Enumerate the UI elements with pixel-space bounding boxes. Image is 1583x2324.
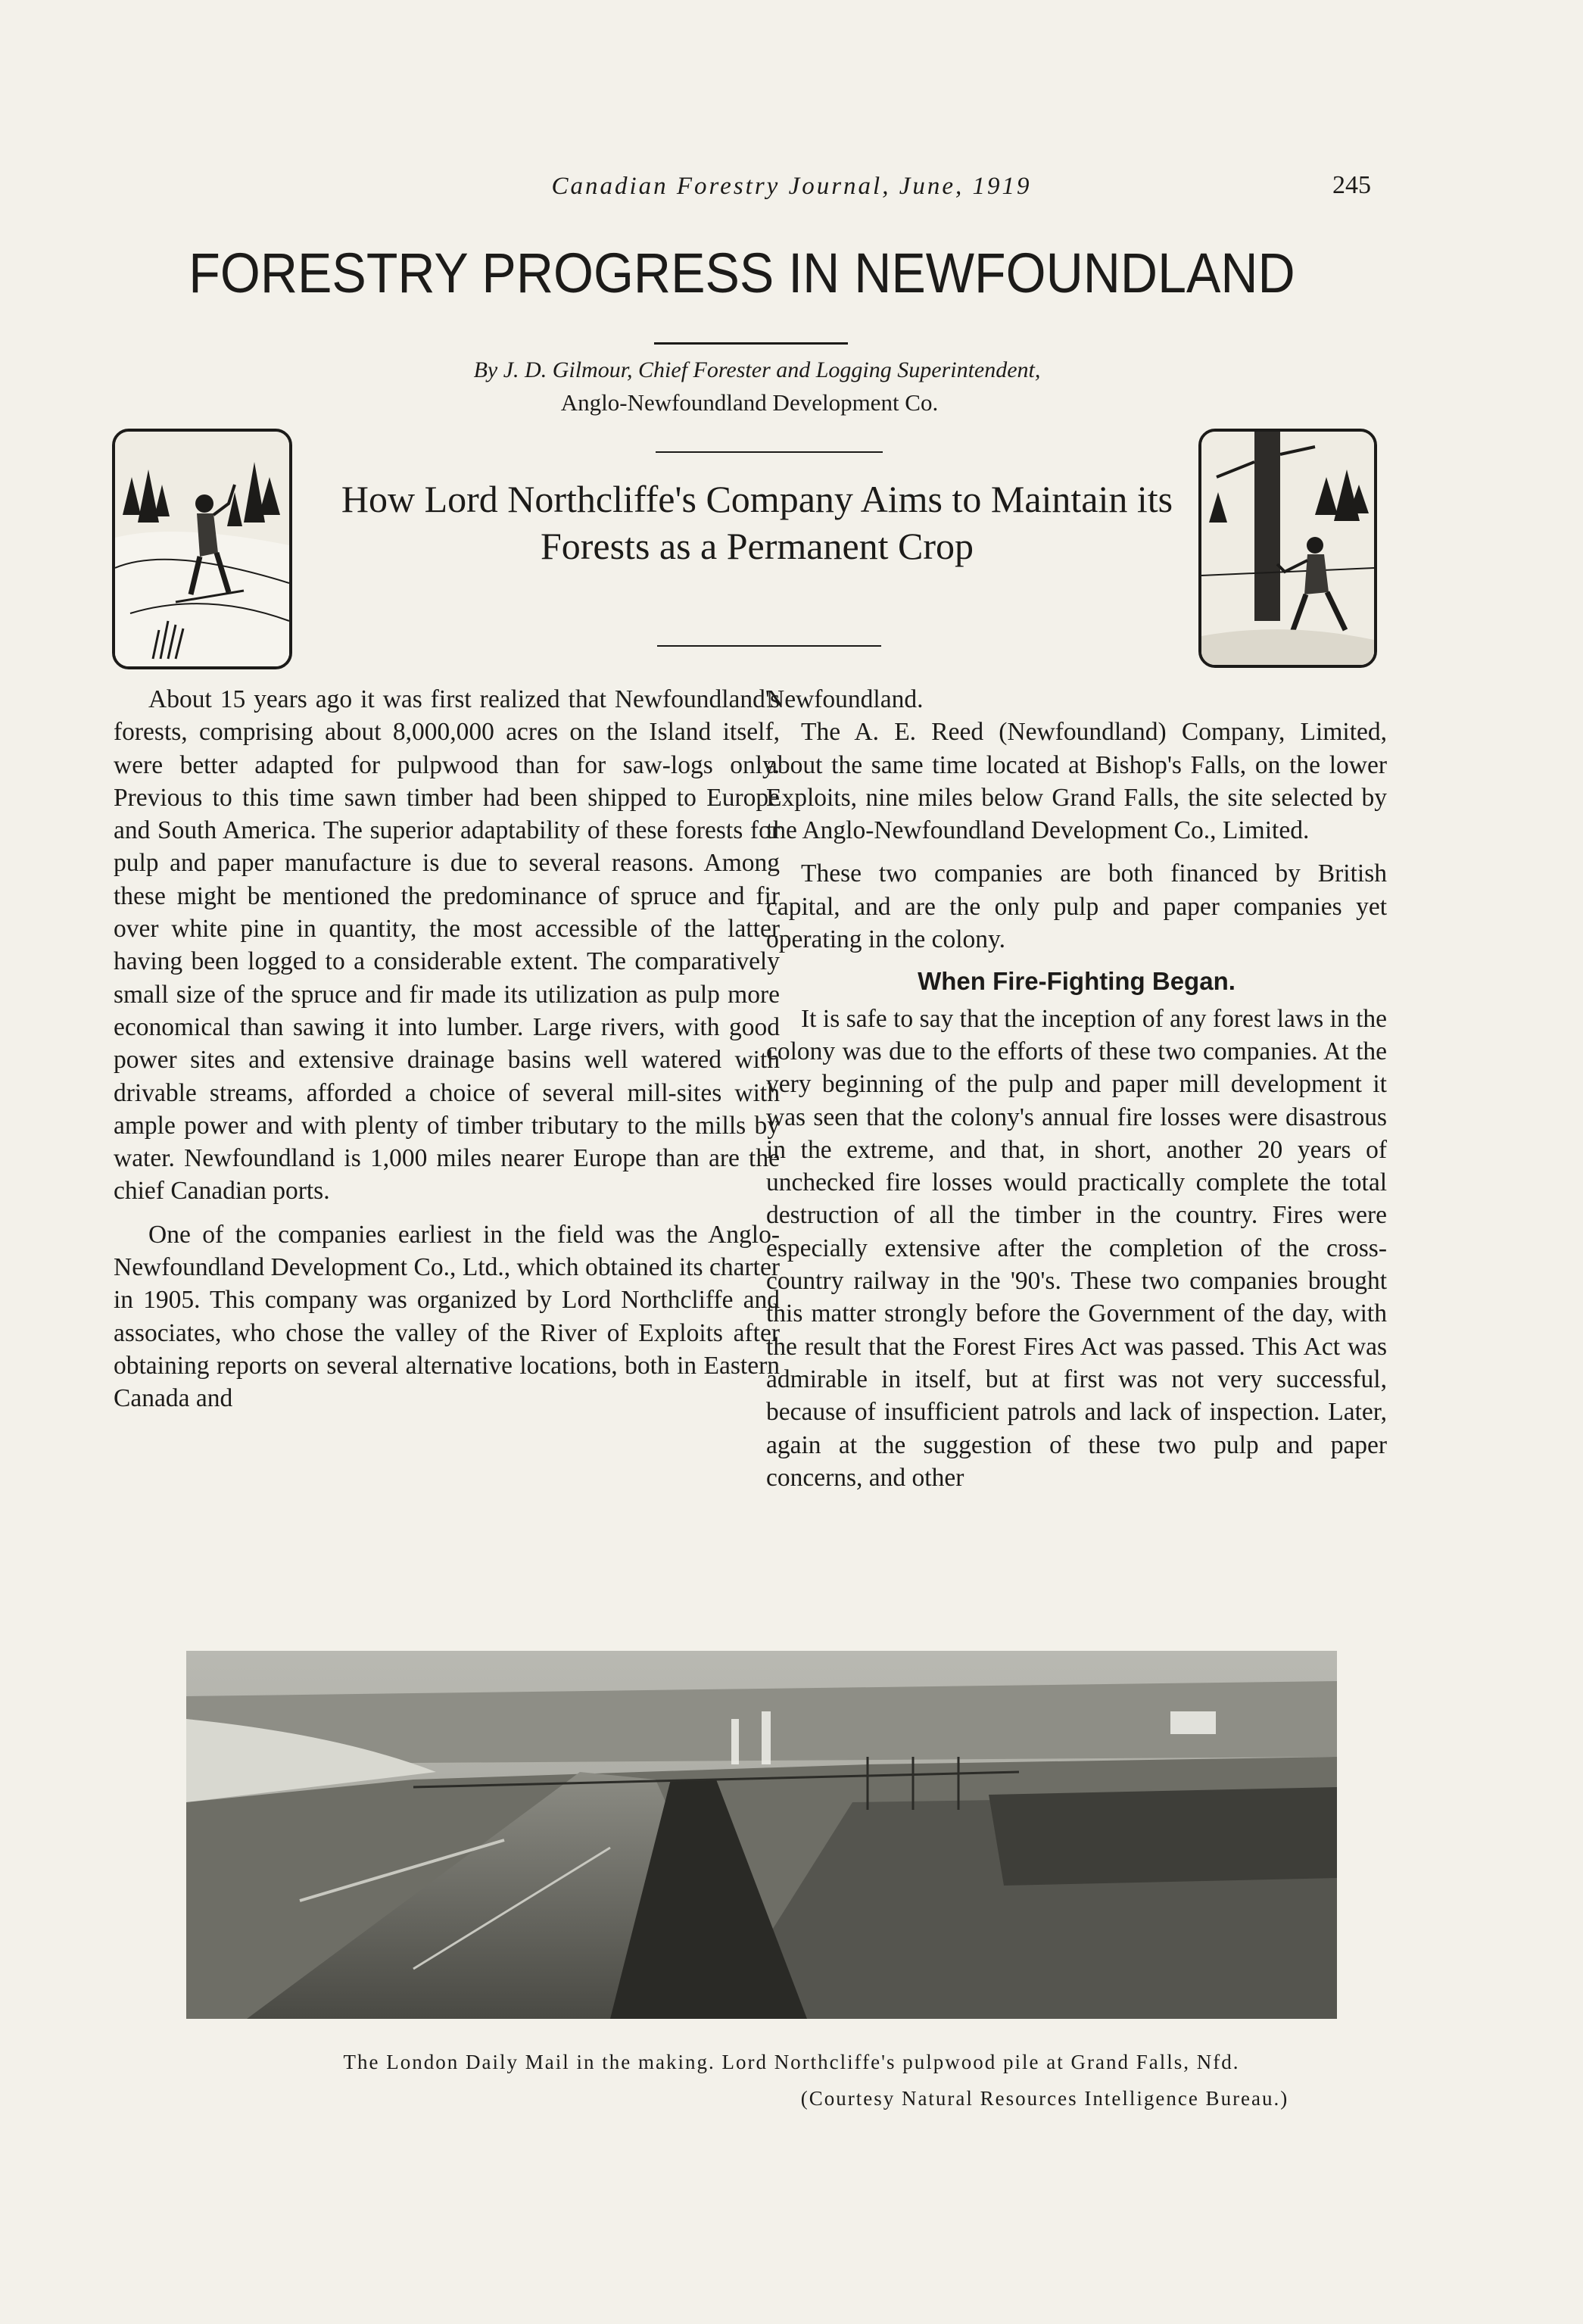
photo-credit: (Courtesy Natural Resources Intelligence Bureau.) <box>800 2087 1289 2110</box>
paragraph: The A. E. Reed (Newfoundland) Company, Limited, about the same time located at Bishop's Falls, on the lower Exploits, nine miles below Grand Falls, the site selected by the Anglo-Newfoundland Development Co., Limited. <box>766 718 1387 845</box>
hiker-illustration-icon <box>115 432 289 666</box>
paragraph: About 15 years ago it was first realized that Newfoundland's forests, comprising about 8,000,000 acres on the Island itself, were better adapted for pulpwood than for saw-logs only. Previous to this time sawn timber had been shipped to Europe and South America. The superior adaptability of these forests for pulp and paper manufacture is due to several reasons. Among these might be mentioned the predominance of spruce and fir over white pine in quantity, the most accessible of the latter having been logged to a considerable extent. The comparatively small size of the spruce and fir made its utilization as pulp more economical than sawing it into lumber. Large rivers, with good power sites and extensive drainage basins well watered with drivable streams, afforded a choice of several mill-sites with ample power and with plenty of timber tributary to the mills by water. Newfoundland is 1,000 miles nearer Europe than are the chief Canadian ports. <box>114 685 780 1206</box>
paragraph-continuation: Newfoundland. <box>766 685 924 713</box>
vignette-left <box>112 429 292 669</box>
subtitle-top-rule <box>656 451 883 453</box>
page-number: 245 <box>1332 171 1371 199</box>
paragraph: It is safe to say that the inception of any forest laws in the colony was due to the efforts of these two companies. At the very beginning of the pulp and paper mill development it was seen that the colony's annual fire losses were disastrous in the extreme, and that, in short, another 20 years of unchecked fire losses would practically complete the total destruction of all the timber in the country. Fires were especially extensive after the completion of the cross-country railway in the '90's. These two companies brought this matter strongly before the Government of the day, with the result that the Forest Fires Act was passed. This Act was admirable in itself, but at first was not very successful, because of insufficient patrols and lack of inspection. Later, again at the suggestion of these two pulp and paper concerns, and other <box>766 1004 1387 1492</box>
section-subheading: When Fire-Fighting Began. <box>918 967 1236 996</box>
title-rule <box>654 342 848 345</box>
photo-caption: The London Daily Mail in the making. Lord Northcliffe's pulpwood pile at Grand Falls, Nfd. <box>343 2051 1240 2073</box>
subtitle-bottom-rule <box>657 645 881 647</box>
byline-company: Anglo-Newfoundland Development Co. <box>560 389 939 416</box>
right-column <box>766 683 1387 1494</box>
running-head: Canadian Forestry Journal, June, 1919 <box>551 173 1032 200</box>
paragraph: One of the companies earliest in the field was the Anglo-Newfoundland Development Co., Ltd., which obtained its charter in 1905. This company was organized by Lord Northcliffe and associates, who chose the valley of the River of Exploits after obtaining reports on several alternative locations, both in Eastern Canada and <box>114 1220 780 1413</box>
vignette-right <box>1198 429 1377 668</box>
byline-author: By J. D. Gilmour, Chief Forester and Logging Superintendent, <box>473 357 1041 382</box>
article-title: FORESTRY PROGRESS IN NEWFOUNDLAND <box>189 242 1295 304</box>
pulpwood-pile-photo <box>186 1651 1337 2019</box>
article-subtitle: How Lord Northcliffe's Company Aims to Maintain its Forests as a Permanent Crop <box>341 478 1173 567</box>
paragraph: These two companies are both financed by British capital, and are the only pulp and paper companies yet operating in the colony. <box>766 859 1387 954</box>
photo-image-icon <box>186 1651 1337 2019</box>
woodsman-illustration-icon <box>1201 432 1374 665</box>
left-column <box>114 683 780 1415</box>
